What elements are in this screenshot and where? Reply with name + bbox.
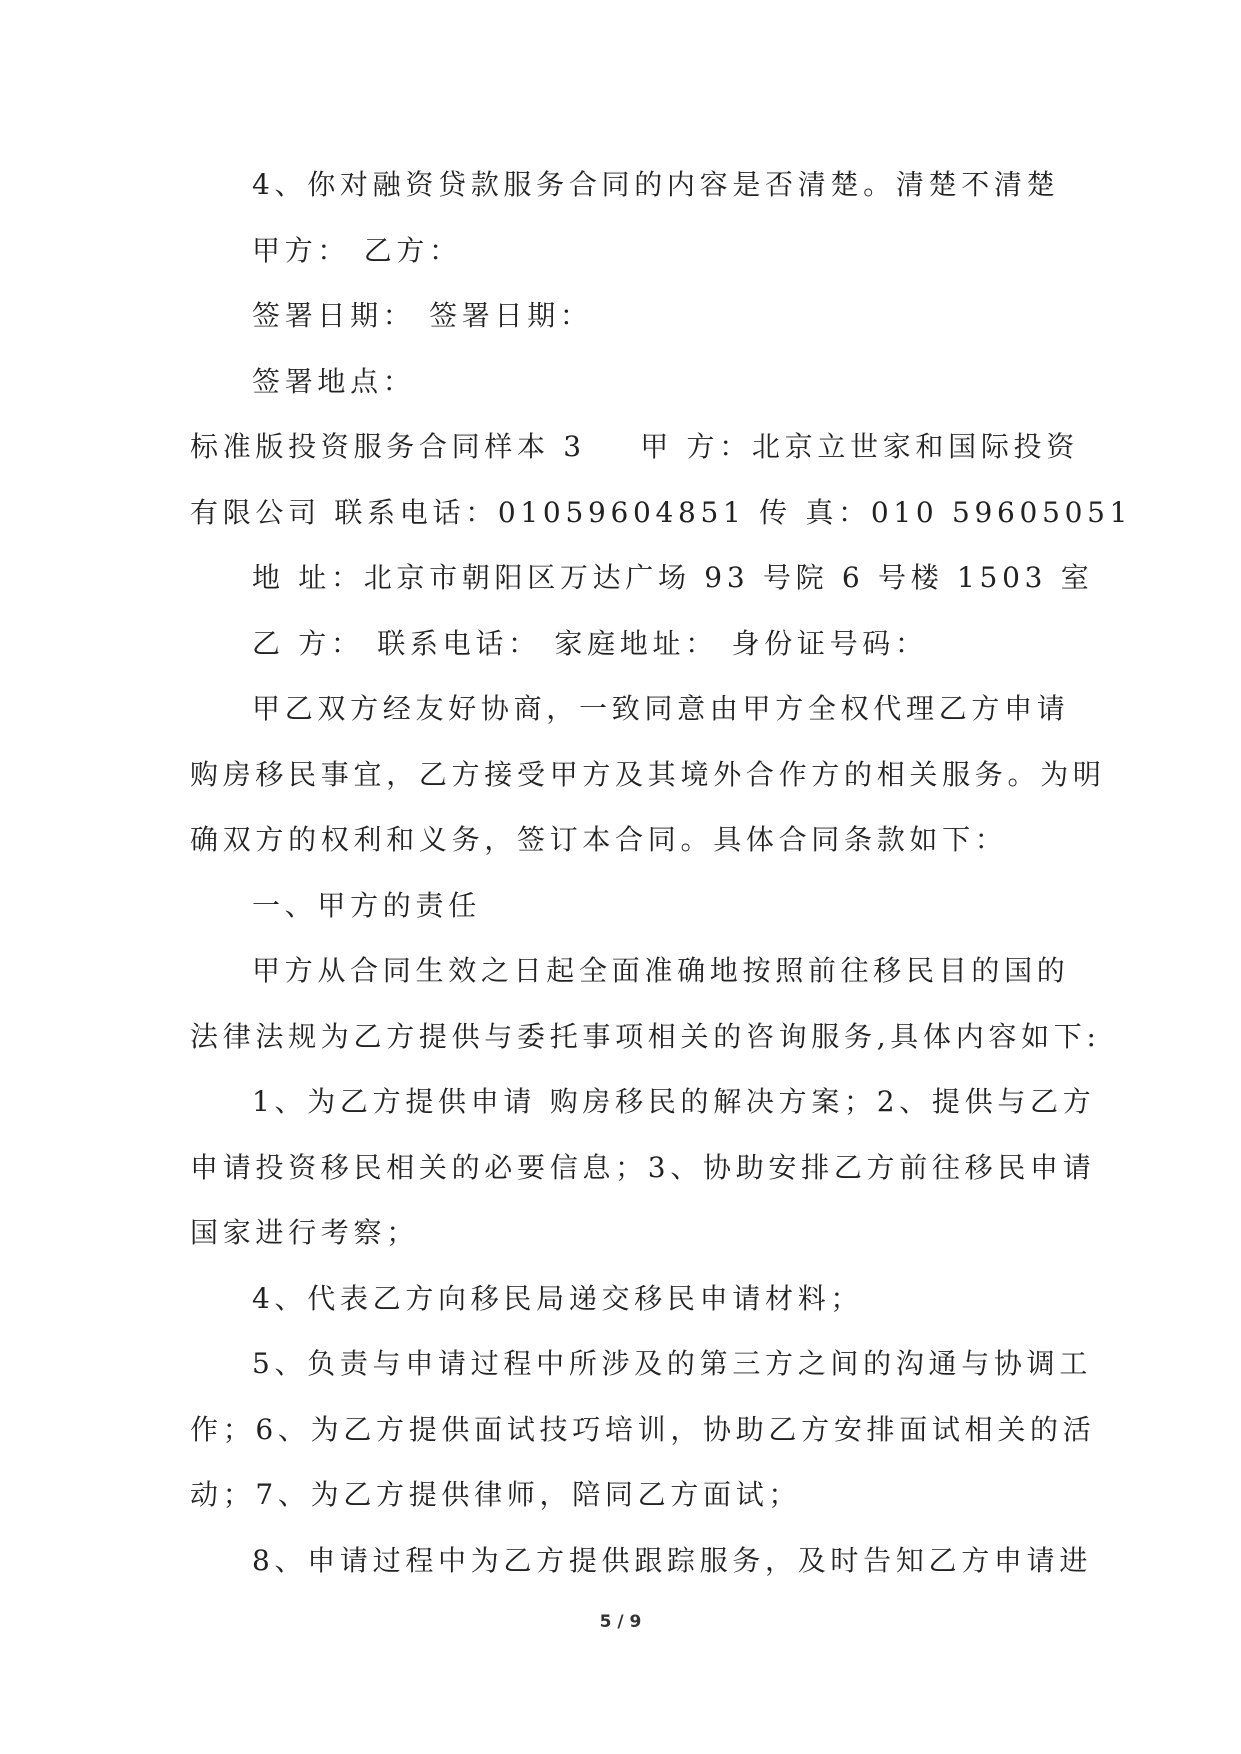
text-line: 签署地点： — [252, 364, 416, 398]
page-number: 5 / 9 — [599, 1612, 642, 1632]
text-line: 确双方的权利和义务，签订本合同。具体合同条款如下： — [190, 823, 1008, 856]
text-line: 法律法规为乙方提供与委托事项相关的咨询服务,具体内容如下: — [190, 1019, 1101, 1053]
text-line: 4、代表乙方向移民局递交移民申请材料； — [252, 1281, 864, 1315]
text-line: 有限公司 联系电话：01059604851 传 真：010 59605051 — [190, 495, 1133, 529]
text-line: 国家进行考察； — [190, 1216, 419, 1249]
section-heading: 一、甲方的责任 — [252, 888, 481, 922]
text-line: 5、负责与申请过程中所涉及的第三方之间的沟通与协调工 — [252, 1347, 1093, 1380]
text-line: 地 址：北京市朝阳区万达广场 93 号院 6 号楼 1503 室 — [252, 561, 1094, 594]
text-line: 作；6、为乙方提供面试技巧培训，协助乙方安排面试相关的活 — [190, 1412, 1096, 1446]
text-line: 甲乙双方经友好协商，一致同意由甲方全权代理乙方申请 — [252, 692, 1070, 725]
text-line: 8、申请过程中为乙方提供跟踪服务，及时告知乙方申请进 — [252, 1543, 1093, 1577]
text-line: 1、为乙方提供申请 购房移民的解决方案；2、提供与乙方 — [252, 1085, 1096, 1118]
text-line: 乙 方： 联系电话： 家庭地址： 身份证号码： — [252, 626, 928, 660]
text-line: 标准版投资服务合同样本 3 甲 方：北京立世家和国际投资 — [190, 430, 1079, 463]
text-line: 动；7、为乙方提供律师，陪同乙方面试； — [190, 1478, 802, 1511]
text-line: 4、你对融资贷款服务合同的内容是否清楚。清楚不清楚 — [252, 168, 1060, 201]
text-line: 甲方： 乙方： — [252, 233, 462, 267]
text-line: 签署日期： 签署日期： — [252, 299, 593, 332]
document-body — [190, 157, 1133, 1598]
text-line: 甲方从合同生效之日起全面准确地按照前往移民目的国的 — [252, 954, 1070, 987]
text-line: 购房移民事宜，乙方接受甲方及其境外合作方的相关服务。为明 — [190, 757, 1106, 791]
text-line: 申请投资移民相关的必要信息；3、协助安排乙方前往移民申请 — [190, 1150, 1096, 1184]
